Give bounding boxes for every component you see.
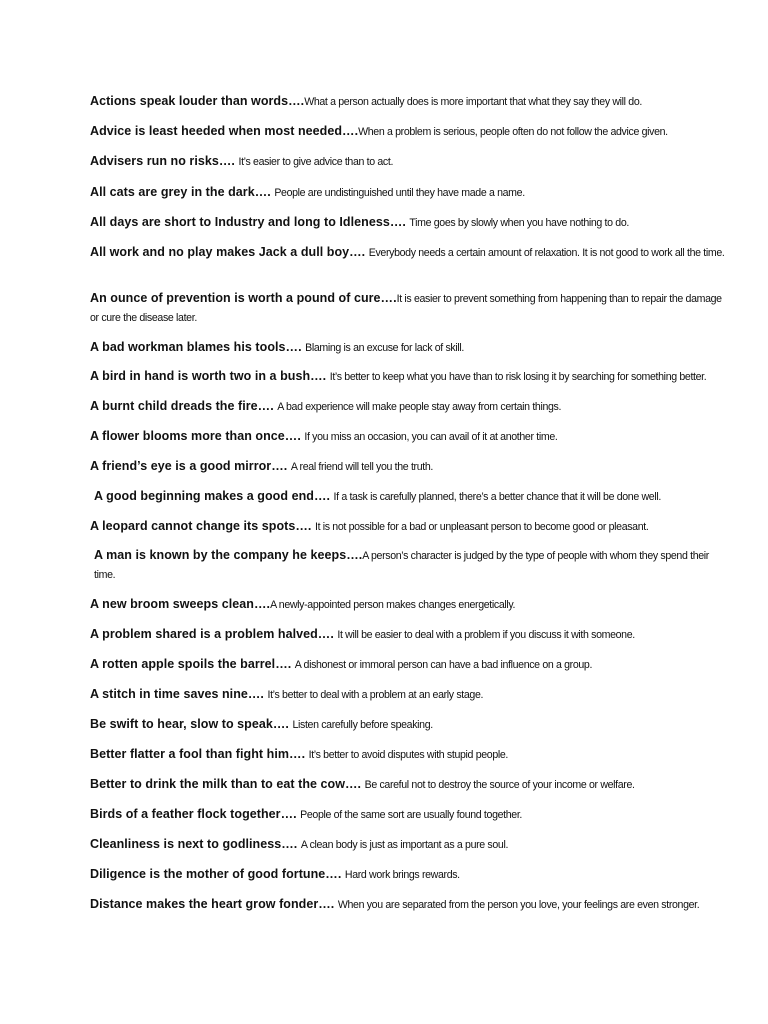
proverb-text: Advice is least heeded when most needed…. (90, 124, 359, 138)
proverb-text: Better to drink the milk than to eat the cow…. (90, 777, 365, 791)
proverb-text: A bad workman blames his tools…. (90, 340, 306, 354)
proverb-meaning: A person’s character is judged by the type of people with whom they spend their time. (94, 550, 709, 581)
proverb-meaning: Blaming is an excuse for lack of skill. (305, 342, 464, 354)
proverb-text: Actions speak louder than words…. (90, 94, 305, 108)
proverb-text: A rotten apple spoils the barrel…. (90, 657, 295, 671)
proverb-text: All cats are grey in the dark…. (90, 185, 275, 199)
proverb-meaning: A real friend will tell you the truth. (290, 461, 433, 473)
proverb-entry (90, 625, 730, 644)
proverb-entry (90, 745, 730, 764)
proverb-meaning: What a person actually does is more important that what they say they will do. (304, 96, 642, 108)
proverb-meaning: When a problem is serious, people often do not follow the advice given. (358, 126, 668, 138)
proverb-entry (90, 92, 730, 111)
proverb-text: Advisers run no risks…. (90, 154, 239, 168)
proverb-meaning: A bad experience will make people stay away from certain things. (277, 401, 562, 413)
proverb-text: All work and no play makes Jack a dull boy…. (90, 245, 369, 259)
proverb-entry (90, 895, 730, 914)
proverb-entry (90, 655, 730, 674)
proverb-entry (90, 213, 730, 232)
proverb-entry (90, 243, 730, 262)
proverb-entry (90, 595, 730, 614)
proverb-text: Birds of a feather flock together…. (90, 807, 301, 821)
proverb-text: A burnt child dreads the fire…. (90, 399, 278, 413)
proverb-text: A new broom sweeps clean…. (90, 597, 271, 611)
proverb-meaning: People of the same sort are usually found together. (300, 809, 523, 821)
proverb-meaning: It’s better to avoid disputes with stupid people. (308, 749, 508, 761)
proverb-meaning: Time goes by slowly when you have nothing to do. (409, 217, 629, 229)
proverb-text: Cleanliness is next to godliness…. (90, 837, 301, 851)
proverb-entry (90, 457, 730, 476)
proverb-text: A bird in hand is worth two in a bush…. (90, 369, 330, 383)
proverb-entry (90, 338, 730, 357)
proverb-meaning: Listen carefully before speaking. (292, 719, 433, 731)
proverb-entry (94, 546, 714, 584)
proverb-text: Better flatter a fool than fight him…. (90, 747, 309, 761)
proverb-entry (90, 183, 730, 202)
proverb-entry (90, 427, 730, 446)
proverb-meaning: It’s easier to give advice than to act. (238, 156, 394, 168)
proverb-entry (90, 517, 730, 536)
proverb-meaning: A clean body is just as important as a pure soul. (300, 839, 509, 851)
proverb-text: A leopard cannot change its spots…. (90, 519, 315, 533)
proverb-meaning: It’s better to deal with a problem at an early stage. (267, 689, 484, 701)
proverb-entry (90, 122, 730, 141)
proverb-text: Diligence is the mother of good fortune…. (90, 867, 345, 881)
proverb-text: A stitch in time saves nine…. (90, 687, 268, 701)
proverb-text: A problem shared is a problem halved…. (90, 627, 338, 641)
proverb-text: A flower blooms more than once…. (90, 429, 305, 443)
proverb-text: A man is known by the company he keeps…. (94, 548, 363, 562)
proverb-meaning: When you are separated from the person you love, your feelings are even stronger. (337, 899, 700, 911)
proverb-text: All days are short to Industry and long to Idleness…. (90, 215, 410, 229)
proverb-entry (90, 397, 730, 416)
proverb-meaning: Be careful not to destroy the source of your income or welfare. (364, 779, 635, 791)
proverb-entry (90, 775, 730, 794)
proverb-text: Distance makes the heart grow fonder…. (90, 897, 338, 911)
proverb-meaning: If you miss an occasion, you can avail of it at another time. (304, 431, 558, 443)
proverb-meaning: It will be easier to deal with a problem if you discuss it with someone. (337, 629, 635, 641)
proverb-entry (90, 289, 730, 327)
proverb-meaning: Hard work brings rewards. (344, 869, 460, 881)
proverb-entry (90, 865, 730, 884)
proverb-meaning: It is not possible for a bad or unpleasant person to become good or pleasant. (314, 521, 649, 533)
proverb-meaning: A newly-appointed person makes changes energetically. (270, 599, 516, 611)
proverb-entry (90, 835, 730, 854)
proverb-meaning: It’s better to keep what you have than to risk losing it by searching for something better. (329, 371, 707, 383)
proverb-meaning: People are undistinguished until they have made a name. (274, 187, 525, 199)
proverb-entry (90, 367, 740, 386)
proverb-meaning: A dishonest or immoral person can have a bad influence on a group. (294, 659, 593, 671)
proverb-entry (90, 152, 730, 171)
proverb-meaning: If a task is carefully planned, there’s a better chance that it will be done well. (333, 491, 661, 503)
proverb-text: Be swift to hear, slow to speak…. (90, 717, 293, 731)
proverb-entry (90, 805, 730, 824)
proverb-meaning: Everybody needs a certain amount of relaxation. It is not good to work all the time. (368, 247, 725, 259)
proverb-text: An ounce of prevention is worth a pound of cure…. (90, 291, 397, 305)
proverb-entry (94, 487, 734, 506)
proverb-entry (90, 685, 730, 704)
proverb-text: A friend’s eye is a good mirror…. (90, 459, 291, 473)
proverb-meaning: It is easier to prevent something from happening than to repair the damage or cure the disease later. (90, 293, 722, 324)
proverb-text: A good beginning makes a good end…. (94, 489, 334, 503)
proverb-entry (90, 715, 730, 734)
